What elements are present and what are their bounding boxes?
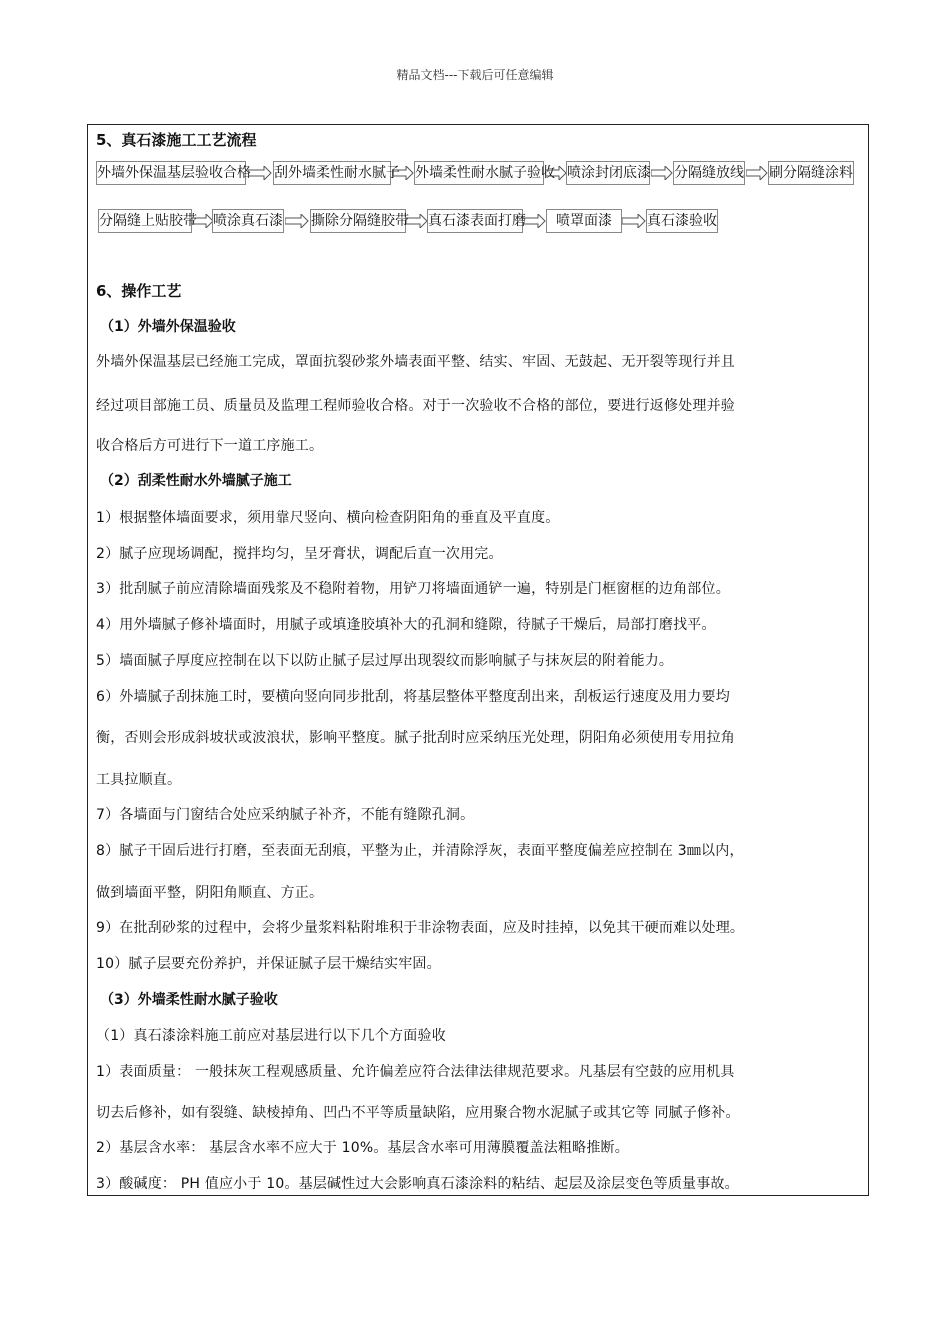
sub-heading: （3）外墙柔性耐水腻子验收 (100, 992, 278, 1008)
paragraph-line: 外墙外保温基层已经施工完成，罩面抗裂砂浆外墙表面平整、结实、牢固、无鼓起、无开裂等现行并且 (96, 354, 735, 370)
list-item: 5）墙面腻子厚度应控制在以下以防止腻子层过厚出现裂纹而影响腻子与抹灰层的附着能力。 (96, 653, 674, 669)
flow-step: 喷涂真石漆 (212, 209, 284, 233)
paragraph-line: 收合格后方可进行下一道工序施工。 (96, 438, 324, 454)
flow-step: 喷罩面漆 (546, 209, 622, 233)
list-item: 切去后修补，如有裂缝、缺棱掉角、凹凸不平等质量缺陷，应用聚合物水泥腻子或其它等 同腻子修补。 (96, 1105, 740, 1121)
list-item: 7）各墙面与门窗结合处应采纳腻子补齐，不能有缝隙孔洞。 (96, 807, 475, 823)
flow-step: 刷分隔缝涂料 (768, 161, 854, 185)
list-item: 6）外墙腻子刮抹施工时，要横向竖向同步批刮，将基层整体平整度刮出来，刮板运行速度及用力要均 (96, 689, 730, 705)
flow-step: 喷涂封闭底漆 (566, 161, 650, 185)
list-item: 3）酸碱度： PH 值应小于 10。基层碱性过大会影响真石漆涂料的粘结、起层及涂层变色等质量事故。 (96, 1176, 739, 1192)
section6-title: 6、操作工艺 (96, 282, 182, 300)
flow-arrow-icon (524, 209, 546, 233)
flow-step: 外墙外保温基层验收合格 (96, 161, 246, 185)
list-item: 4）用外墙腻子修补墙面时，用腻子或填逢胶填补大的孔洞和缝隙，待腻子干燥后，局部打磨找平。 (96, 617, 716, 633)
paragraph-line: 经过项目部施工员、质量员及监理工程师验收合格。对于一次验收不合格的部位，要进行返修处理并验 (96, 398, 735, 414)
flow-arrow-icon (545, 161, 567, 185)
list-item: 3）批刮腻子前应清除墙面残浆及不稳附着物，用铲刀将墙面通铲一遍，特别是门框窗框的边角部位。 (96, 581, 730, 597)
flow-step: 真石漆表面打磨 (427, 209, 523, 233)
list-item: （1）真石漆涂料施工前应对基层进行以下几个方面验收 (96, 1028, 446, 1044)
flow-arrow-icon (622, 209, 646, 233)
flow-step: 刮外墙柔性耐水腻子 (273, 161, 391, 185)
flow-step: 分隔缝上贴胶带 (98, 209, 192, 233)
flow-arrow-icon (192, 209, 214, 233)
list-item: 工具拉顺直。 (96, 772, 182, 788)
flow-arrow-icon (285, 209, 309, 233)
flow-step: 外墙柔性耐水腻子验收 (414, 161, 544, 185)
flow-arrow-icon (406, 209, 428, 233)
list-item: 1）根据整体墙面要求，须用靠尺竖向、横向检查阴阳角的垂直及平直度。 (96, 510, 560, 526)
sub-heading: （2）刮柔性耐水外墙腻子施工 (100, 473, 292, 489)
flow-arrow-icon (392, 161, 414, 185)
list-item: 衡，否则会形成斜坡状或波浪状，影响平整度。腻子批刮时应采纳压光处理，阴阳角必须使用专用拉角 (96, 730, 735, 746)
list-item: 9）在批刮砂浆的过程中，会将少量浆料粘附堆积于非涂物表面，应及时挂掉，以免其干硬而难以处理。 (96, 920, 745, 936)
flow-step: 分隔缝放线 (673, 161, 745, 185)
flow-step: 真石漆验收 (646, 209, 718, 233)
flow-arrow-icon (746, 161, 768, 185)
flow-step: 撕除分隔缝胶带 (310, 209, 406, 233)
list-item: 10）腻子层要充份养护，并保证腻子层干燥结实牢固。 (96, 956, 441, 972)
section5-title: 5、真石漆施工工艺流程 (96, 131, 257, 149)
flow-arrow-icon (248, 161, 272, 185)
list-item: 1）表面质量： 一般抹灰工程观感质量、允许偏差应符合法律法律规范要求。凡基层有空鼓的应用机具 (96, 1064, 735, 1080)
sub-heading: （1）外墙外保温验收 (100, 319, 236, 335)
list-item: 2）基层含水率： 基层含水率不应大于 10%。基层含水率可用薄膜覆盖法粗略推断。 (96, 1140, 629, 1156)
list-item: 做到墙面平整，阴阳角顺直、方正。 (96, 885, 324, 901)
list-item: 8）腻子干固后进行打磨，至表面无刮痕，平整为止，并清除浮灰，表面平整度偏差应控制在 3㎜以内， (96, 843, 744, 859)
flow-arrow-icon (651, 161, 673, 185)
list-item: 2）腻子应现场调配，搅拌均匀，呈牙膏状，调配后直一次用完。 (96, 546, 503, 562)
page-header: 精品文档---下载后可任意编辑 (396, 68, 554, 82)
